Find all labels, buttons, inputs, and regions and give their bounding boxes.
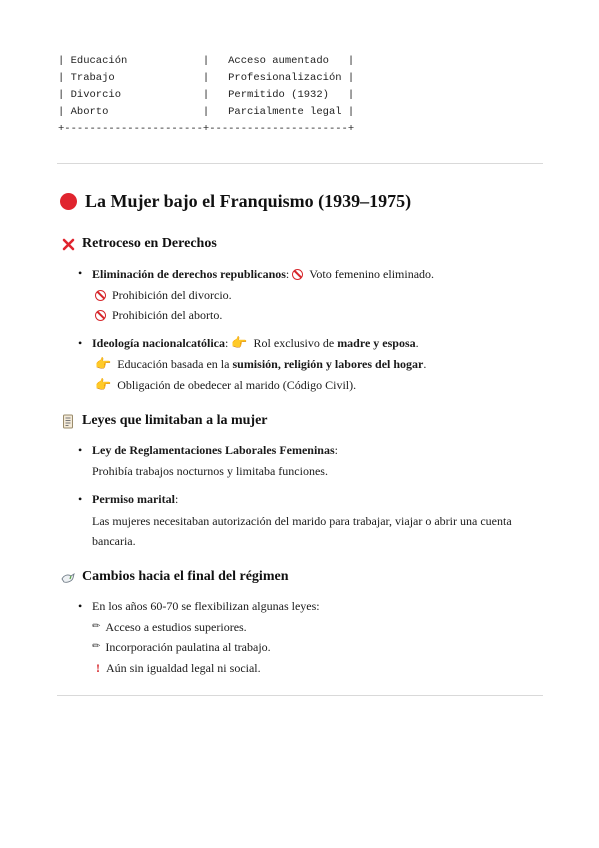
heading-retroceso: Retroceso en Derechos (60, 236, 217, 252)
heading-cambios: Cambios hacia el final del régimen (60, 569, 289, 585)
list-item: En los años 60-70 se flexibilizan algunas leyes: (92, 599, 320, 613)
pencil-icon: ✏ (92, 621, 101, 632)
list-subitem: 👉 Educación basada en la sumisión, religión y labores del hogar . (95, 356, 427, 371)
exclamation-icon: ! (96, 661, 100, 675)
list-item-text: Las mujeres necesitaban autorización del marido para trabajar, viajar o abrir una cuenta (92, 514, 512, 528)
list-subitem: Prohibición del aborto. (95, 308, 222, 322)
table-row: | Aborto | Parcialmente legal | (58, 106, 355, 118)
pointing-hand-icon: 👉 (95, 356, 112, 371)
dove-icon (60, 569, 76, 585)
table-row: | Divorcio | Permitido (1932) | (58, 89, 355, 101)
prohibited-icon (95, 310, 106, 321)
table-row: | Educación | Acceso aumentado | (58, 55, 355, 67)
bullet-icon: • (78, 443, 83, 457)
bullet-icon: • (78, 599, 83, 613)
ascii-table (58, 53, 354, 138)
divider (57, 695, 543, 696)
prohibited-icon (292, 269, 303, 280)
cross-mark-icon (60, 236, 76, 252)
list-subitem: Prohibición del divorcio. (95, 288, 232, 302)
pencil-icon: ✏ (92, 641, 101, 652)
table-border: +----------------------+----------------------+ (58, 123, 355, 135)
list-subitem: ✏ Acceso a estudios superiores. (92, 620, 247, 634)
pointing-hand-icon: 👉 (95, 377, 112, 392)
heading-leyes: Leyes que limitaban a la mujer (60, 413, 268, 429)
list-item: Permiso marital : (92, 492, 179, 506)
list-subitem: 👉 Obligación de obedecer al marido (Código Civil). (95, 377, 357, 392)
scroll-icon (60, 413, 76, 429)
table-row: | Trabajo | Profesionalización | (58, 72, 355, 84)
list-item-text: Prohibía trabajos nocturnos y limitaba funciones. (92, 464, 328, 478)
prohibited-icon (95, 290, 106, 301)
list-item-text: bancaria. (92, 534, 136, 548)
bullet-icon: • (78, 492, 83, 506)
bullet-icon: • (78, 336, 83, 350)
list-subitem: ! Aún sin igualdad legal ni social. (96, 661, 261, 675)
list-item: Ley de Reglamentaciones Laborales Femeninas : (92, 443, 338, 457)
divider (57, 163, 543, 164)
bullet-icon: • (78, 266, 83, 280)
section-title: La Mujer bajo el Franquismo (1939–1975) (60, 191, 411, 212)
list-item: Eliminación de derechos republicanos : Voto femenino eliminado. (92, 267, 435, 281)
red-circle-icon (60, 193, 77, 210)
list-item: Ideología nacionalcatólica : 👉 Rol exclusivo de madre y esposa . (92, 335, 419, 350)
pointing-hand-icon: 👉 (231, 335, 248, 350)
list-subitem: ✏ Incorporación paulatina al trabajo. (92, 640, 271, 654)
